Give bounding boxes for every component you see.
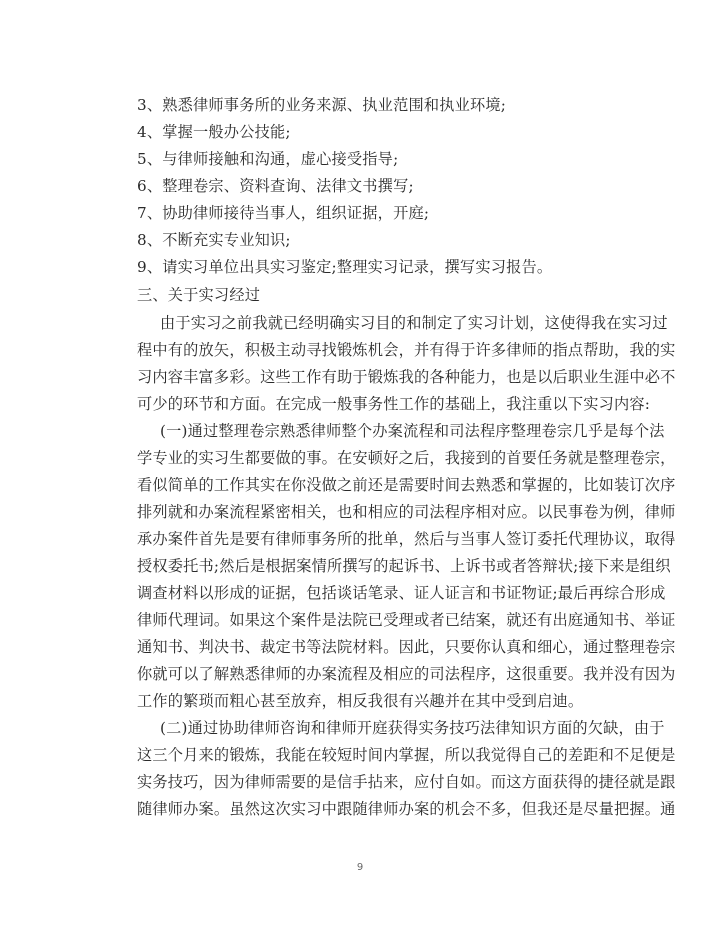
paragraph-line: 授权委托书;然后是根据案情所撰写的起诉书、上诉书或者答辩状;接下来是组织 — [137, 557, 671, 575]
list-item: 5、与律师接触和沟通，虚心接受指导; — [137, 150, 399, 168]
paragraph-line: (二)通过协助律师咨询和律师开庭获得实务技巧法律知识方面的欠缺，由于 — [160, 719, 665, 737]
paragraph-line: 程中有的放矢，积极主动寻找锻炼机会，并有得于许多律师的指点帮助，我的实 — [137, 341, 676, 359]
paragraph-line: 这三个月来的锻炼，我能在较短时间内掌握，所以我觉得自己的差距和不足便是 — [137, 746, 676, 764]
paragraph-line: (一)通过整理卷宗熟悉律师整个办案流程和司法程序整理卷宗几乎是每个法 — [160, 422, 665, 440]
paragraph-line: 由于实习之前我就已经明确实习目的和制定了实习计划，这使得我在实习过 — [160, 314, 668, 332]
paragraph-line: 你就可以了解熟悉律师的办案流程及相应的司法程序，这很重要。我并没有因为 — [137, 665, 676, 683]
paragraph-line: 承办案件首先是要有律师事务所的批单，然后与当事人签订委托代理协议，取得 — [137, 530, 676, 548]
page-number: 9 — [356, 862, 364, 873]
list-item: 9、请实习单位出具实习鉴定;整理实习记录，撰写实习报告。 — [137, 258, 553, 276]
paragraph-line: 律师代理词。如果这个案件是法院已受理或者已结案，就还有出庭通知书、举证 — [137, 611, 676, 629]
paragraph-line: 学专业的实习生都要做的事。在安顿好之后，我接到的首要任务就是整理卷宗， — [137, 449, 676, 467]
paragraph-line: 习内容丰富多彩。这些工作有助于锻炼我的各种能力，也是以后职业生涯中必不 — [137, 368, 676, 386]
section-heading: 三、关于实习经过 — [137, 286, 261, 304]
paragraph-line: 排列就和办案流程紧密相关，也和相应的司法程序相对应。以民事卷为例，律师 — [137, 503, 676, 521]
paragraph-line: 看似简单的工作其实在你没做之前还是需要时间去熟悉和掌握的，比如装订次序 — [137, 476, 676, 494]
paragraph-line: 通知书、判决书、裁定书等法院材料。因此，只要你认真和细心，通过整理卷宗 — [137, 638, 676, 656]
list-item: 8、不断充实专业知识; — [137, 231, 291, 249]
paragraph-line: 调查材料以形成的证据，包括谈话笔录、证人证言和书证物证;最后再综合形成 — [137, 584, 666, 602]
paragraph-line: 随律师办案。虽然这次实习中跟随律师办案的机会不多，但我还是尽量把握。通 — [137, 800, 676, 818]
paragraph-line: 实务技巧，因为律师需要的是信手拈来，应付自如。而这方面获得的捷径就是跟 — [137, 773, 676, 791]
list-item: 7、协助律师接待当事人，组织证据，开庭; — [137, 204, 430, 222]
list-item: 3、熟悉律师事务所的业务来源、执业范围和执业环境; — [137, 96, 507, 114]
paragraph-line: 可少的环节和方面。在完成一般事务性工作的基础上，我注重以下实习内容: — [137, 395, 651, 413]
paragraph-line: 工作的繁琐而粗心甚至放弃，相反我很有兴趣并在其中受到启迪。 — [137, 692, 584, 710]
list-item: 4、掌握一般办公技能; — [137, 123, 291, 141]
list-item: 6、整理卷宗、资料查询、法律文书撰写; — [137, 177, 414, 195]
